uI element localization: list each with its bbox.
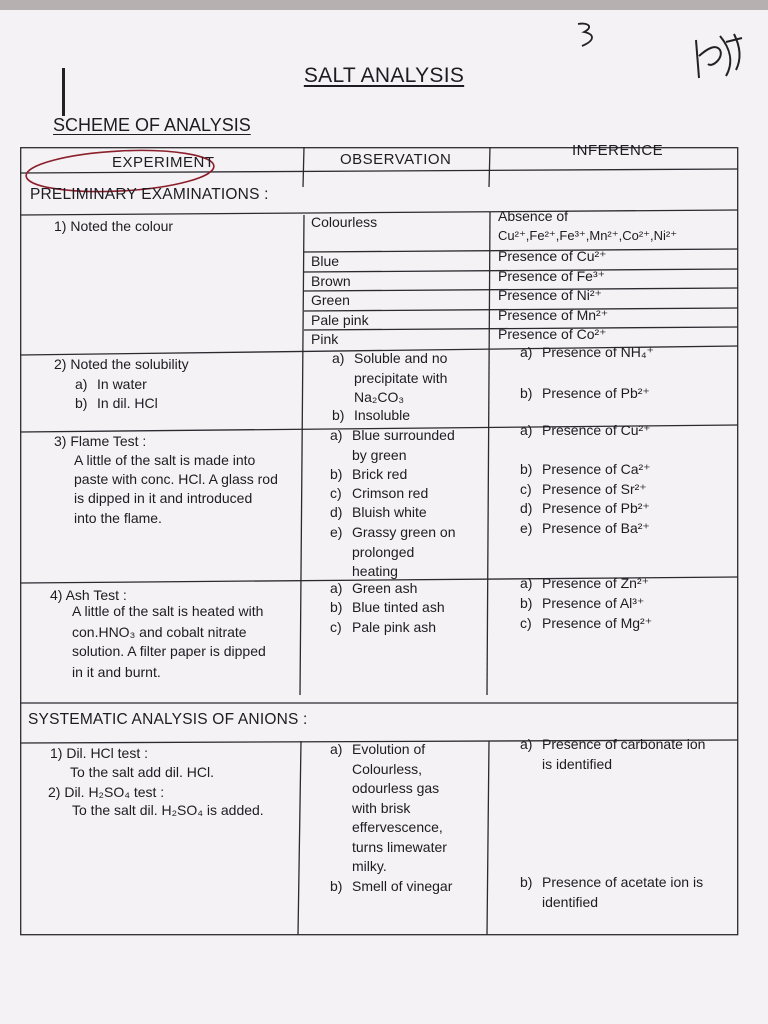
flame-obs-d: d) Bluish white xyxy=(330,504,427,520)
flame-inf-d: d) Presence of Pb²⁺ xyxy=(520,500,650,516)
colour-obs-3: Brown xyxy=(311,273,351,289)
anion-obs-a: a) Evolution of Colourless, odourless gas with brisk effervescence, turns limewater milky. xyxy=(330,741,447,874)
solubility-inf-a: a) Presence of NH₄⁺ xyxy=(520,344,654,360)
ash-inf-c: c) Presence of Mg²⁺ xyxy=(520,615,653,631)
anion-exp-hcl-title: 1) Dil. HCl test : xyxy=(50,745,149,761)
solubility-inf-b: b) Presence of Pb²⁺ xyxy=(520,385,650,401)
flame-inf-e: e) Presence of Ba²⁺ xyxy=(520,520,650,536)
solubility-obs-b: b) Insoluble xyxy=(332,407,411,423)
header-inference: INFERENCE xyxy=(572,142,664,159)
header-experiment: EXPERIMENT xyxy=(112,154,215,171)
ash-inf-a: a) Presence of Zn²⁺ xyxy=(520,575,649,591)
page-subtitle: SCHEME OF ANALYSIS xyxy=(53,115,251,135)
colour-inf-1-ions: Cu²⁺,Fe²⁺,Fe³⁺,Mn²⁺,Co²⁺,Ni²⁺ xyxy=(498,228,678,243)
solubility-item-a: a) In water xyxy=(75,376,147,392)
anion-inf-b: b) Presence of acetate ion is identified xyxy=(520,874,704,910)
ash-obs-a: a) Green ash xyxy=(330,580,418,596)
flame-experiment-title: 3) Flame Test : xyxy=(54,433,147,449)
colour-experiment: 1) Noted the colour xyxy=(54,218,174,234)
flame-inf-a: a) Presence of Cu²⁺ xyxy=(520,422,651,438)
flame-inf-c: c) Presence of Sr²⁺ xyxy=(520,481,647,497)
ash-obs-b: b) Blue tinted ash xyxy=(330,599,445,615)
colour-inf-6: Presence of Co²⁺ xyxy=(498,326,607,342)
ash-experiment-line-1: A little of the salt is heated with xyxy=(72,603,264,619)
colour-obs-5: Pale pink xyxy=(311,312,369,328)
colour-inf-5: Presence of Mn²⁺ xyxy=(498,307,609,323)
flame-obs-e: e) Grassy green on prolonged heating xyxy=(330,524,456,579)
anion-inf-a: a) Presence of carbonate ion is identified xyxy=(520,736,706,772)
colour-inf-4: Presence of Ni²⁺ xyxy=(498,287,602,303)
flame-inf-b: b) Presence of Ca²⁺ xyxy=(520,461,651,477)
ash-experiment-line-3: solution. A filter paper is dipped xyxy=(72,643,266,659)
ash-experiment-title: 4) Ash Test : xyxy=(50,587,127,603)
ash-obs-c: c) Pale pink ash xyxy=(330,619,437,635)
preliminary-heading: PRELIMINARY EXAMINATIONS : xyxy=(30,186,269,203)
flame-obs-a: a) Blue surrounded by green xyxy=(330,427,455,463)
flame-obs-c: c) Crimson red xyxy=(330,485,429,501)
ash-experiment-line-2: con.HNO₃ and cobalt nitrate xyxy=(72,624,247,640)
ash-experiment-line-4: in it and burnt. xyxy=(72,664,161,680)
pen-squiggle-mark xyxy=(572,18,602,52)
colour-inf-1: Absence of xyxy=(498,208,569,224)
solubility-obs-a: a) Soluble and no precipitate with Na₂CO₃ xyxy=(332,350,448,405)
anion-exp-hcl-line: To the salt add dil. HCl. xyxy=(70,764,214,780)
colour-obs-1: Colourless xyxy=(311,214,378,230)
colour-inf-3: Presence of Fe³⁺ xyxy=(498,268,605,284)
anions-heading: SYSTEMATIC ANALYSIS OF ANIONS : xyxy=(28,711,308,728)
colour-inf-2: Presence of Cu²⁺ xyxy=(498,248,607,264)
flame-experiment-line-4: into the flame. xyxy=(74,510,162,526)
colour-obs-4: Green xyxy=(311,292,350,308)
solubility-experiment: 2) Noted the solubility xyxy=(54,356,189,372)
colour-obs-2: Blue xyxy=(311,253,340,269)
anion-exp-h2so4-line: To the salt dil. H₂SO₄ is added. xyxy=(72,802,264,818)
flame-experiment-line-2: paste with conc. HCl. A glass rod xyxy=(74,471,278,487)
flame-experiment-line-3: is dipped in it and introduced xyxy=(74,490,253,506)
header-observation: OBSERVATION xyxy=(340,151,452,168)
flame-experiment-line-1: A little of the salt is made into xyxy=(74,452,256,468)
colour-obs-6: Pink xyxy=(311,331,339,347)
page-title: SALT ANALYSIS xyxy=(303,64,465,87)
flame-obs-b: b) Brick red xyxy=(330,466,408,482)
anion-obs-b: b) Smell of vinegar xyxy=(330,878,453,894)
ash-inf-b: b) Presence of Al³⁺ xyxy=(520,595,645,611)
page-top-edge xyxy=(0,0,768,10)
solubility-item-b: b) In dil. HCl xyxy=(75,395,158,411)
analysis-table xyxy=(20,142,740,937)
anion-exp-h2so4-title: 2) Dil. H₂SO₄ test : xyxy=(48,784,165,800)
